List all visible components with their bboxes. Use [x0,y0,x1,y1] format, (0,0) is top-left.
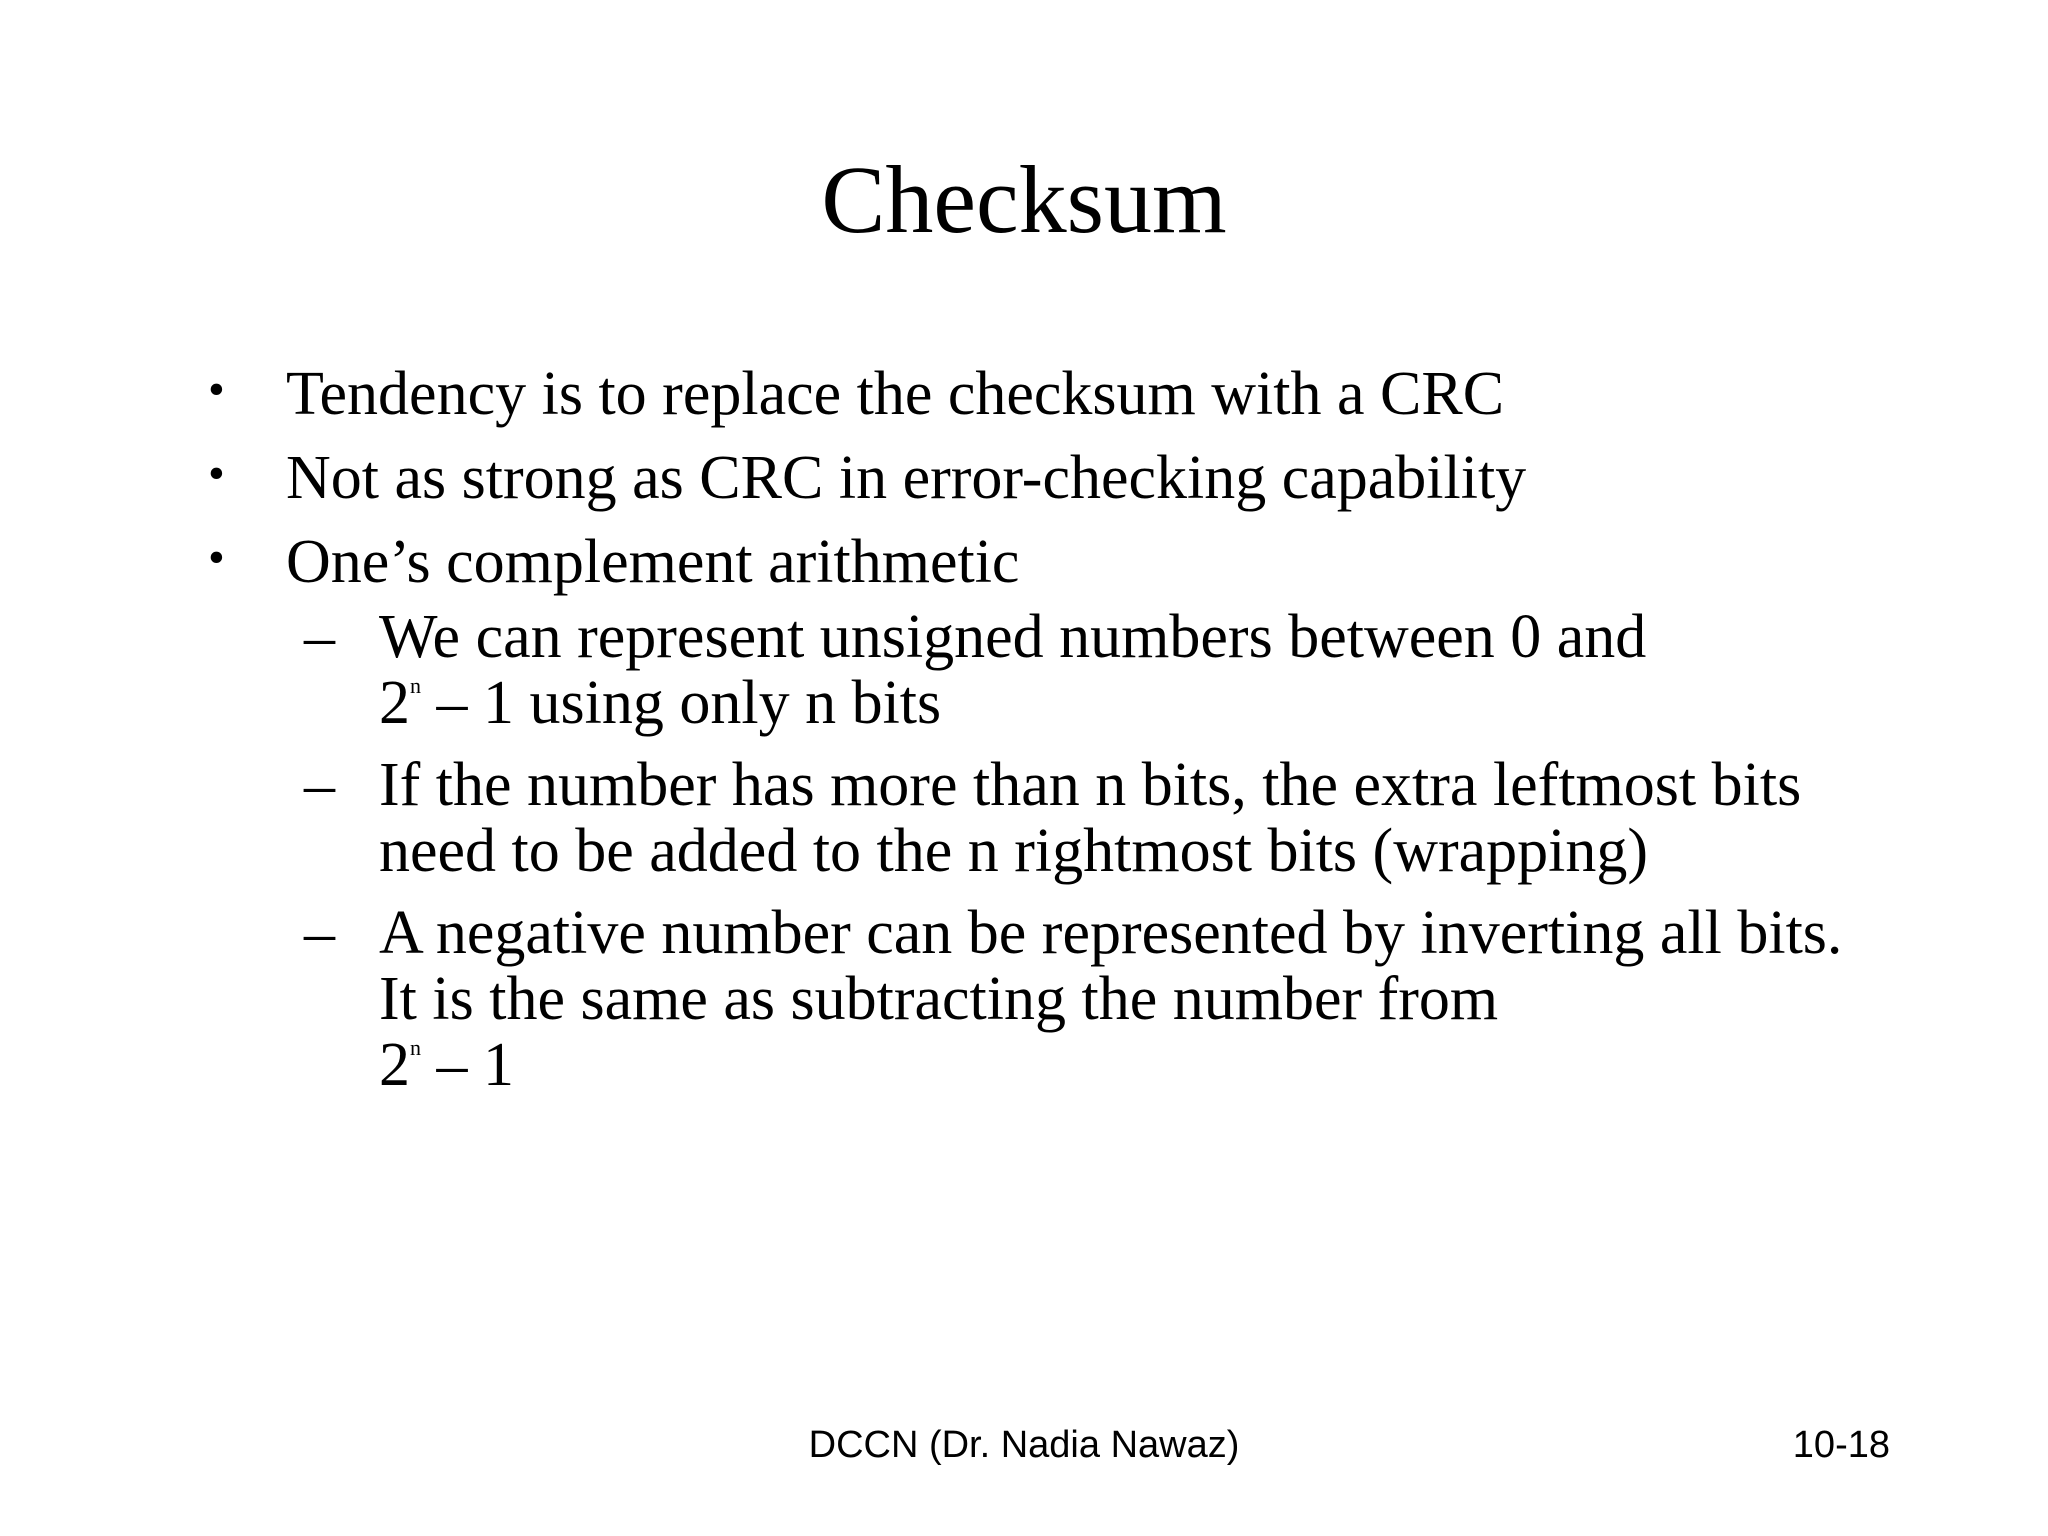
power-exponent: n [410,1035,421,1060]
bullet-text: Tendency is to replace the checksum with a CRC [286,360,1505,428]
sub-bullet-text: If the number has more than n bits, the extra leftmost bits need to be added to the n rightmost bits (wrapping) [379,751,1802,885]
footer-author: DCCN (Dr. Nadia Nawaz) [808,1424,1240,1466]
dash-marker: – [304,751,335,819]
sub-bullet-list [286,604,1860,1098]
slide-title: Checksum [821,146,1227,253]
power-base: 2 [379,1031,410,1099]
sub-bullet-item [286,900,1860,1098]
bullet-item [200,352,1860,436]
bullet-text: One’s complement arithmetic [286,528,1020,596]
bullet-text: Not as strong as CRC in error-checking capability [286,444,1527,512]
sub-bullet-text: – 1 [421,1031,514,1099]
dash-marker: – [304,603,335,671]
sub-bullet-text: A negative number can be represented by inverting all bits. It is the same as subtracting the number from [379,899,1843,1033]
power-exponent: n [410,673,421,698]
dash-marker: – [304,899,335,967]
bullet-list [200,352,1860,1114]
bullet-marker: • [208,531,225,584]
power-base: 2 [379,669,410,737]
bullet-marker: • [208,447,225,500]
bullet-item [200,436,1860,520]
sub-bullet-text: We can represent unsigned numbers between 0 and [379,603,1647,671]
sub-bullet-item [286,752,1860,884]
bullet-item [200,520,1860,1098]
sub-bullet-text: – 1 using only n bits [421,669,942,737]
bullet-marker: • [208,363,225,416]
sub-bullet-item [286,604,1860,736]
slide-number: 10-18 [1792,1424,1890,1466]
